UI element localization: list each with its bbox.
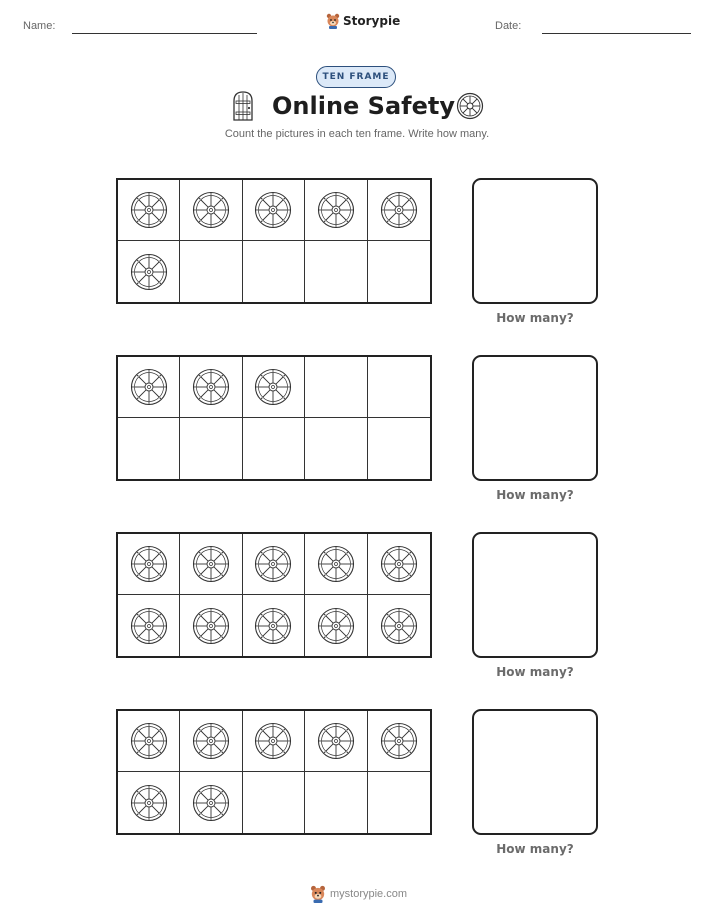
wheel-icon <box>192 722 230 760</box>
wheel-icon <box>380 545 418 583</box>
ten-frame-cell <box>368 534 430 595</box>
how-many-label: How many? <box>496 665 574 679</box>
ten-frame-cell <box>305 595 367 656</box>
wheel-icon <box>130 545 168 583</box>
ten-frame-row <box>116 532 598 682</box>
brand-name: Storypie <box>343 14 401 28</box>
wheel-icon <box>317 607 355 645</box>
instructions: Count the pictures in each ten frame. Write how many. <box>224 128 490 140</box>
wheel-icon <box>254 191 292 229</box>
ten-frame-cell <box>180 180 242 241</box>
wheel-icon <box>130 191 168 229</box>
wheel-icon <box>192 545 230 583</box>
ten-frame-cell <box>368 357 430 418</box>
ten-frame-cell <box>180 241 242 302</box>
ten-frame-cell <box>118 595 180 656</box>
ten-frame-cell <box>368 595 430 656</box>
wheel-icon <box>317 545 355 583</box>
date-label: Date: <box>495 20 522 32</box>
ten-frame-cell <box>305 357 367 418</box>
ten-frame <box>116 532 432 658</box>
wheel-icon <box>380 191 418 229</box>
footer <box>310 885 407 903</box>
ten-frame-cell <box>243 534 305 595</box>
wheel-icon <box>130 784 168 822</box>
wheel-icon <box>130 368 168 406</box>
ten-frame-cell <box>243 772 305 833</box>
wheel-icon <box>130 722 168 760</box>
wheel-icon <box>254 722 292 760</box>
wheel-icon <box>192 191 230 229</box>
ten-frame-cell <box>368 711 430 772</box>
ten-frame-cell <box>118 241 180 302</box>
ten-frame-cell <box>118 180 180 241</box>
ten-frame <box>116 355 432 481</box>
wheel-icon <box>254 607 292 645</box>
wheel-icon <box>130 607 168 645</box>
ten-frame-row <box>116 355 598 505</box>
ten-frame-cell <box>180 772 242 833</box>
wheel-icon <box>254 545 292 583</box>
ten-frame-cell <box>243 711 305 772</box>
ten-frame-row <box>116 709 598 859</box>
ten-frame-cell <box>118 772 180 833</box>
ten-frame-cell <box>243 241 305 302</box>
wheel-icon <box>192 784 230 822</box>
ten-frame-cell <box>118 534 180 595</box>
ten-frame-cell <box>180 711 242 772</box>
ten-frame-cell <box>305 711 367 772</box>
bear-logo-icon <box>326 13 340 29</box>
ten-frame-badge: TEN FRAME <box>316 66 396 88</box>
ten-frame-cell <box>368 180 430 241</box>
bear-logo-icon <box>310 885 326 903</box>
footer-url: mystorypie.com <box>330 888 408 900</box>
ten-frame-cell <box>368 241 430 302</box>
how-many-label: How many? <box>496 311 574 325</box>
name-label: Name: <box>23 20 56 32</box>
ten-frame-cell <box>243 595 305 656</box>
brand-logo <box>326 13 400 29</box>
wheel-icon <box>380 722 418 760</box>
ten-frame <box>116 178 432 304</box>
ten-frame-cell <box>118 357 180 418</box>
ten-frame-cell <box>118 418 180 479</box>
wheel-icon <box>254 368 292 406</box>
ten-frame-cell <box>243 418 305 479</box>
ten-frame-cell <box>243 357 305 418</box>
page-title: Online Safety <box>272 92 455 120</box>
ten-frame-cell <box>305 241 367 302</box>
answer-box[interactable] <box>472 532 598 658</box>
ten-frame-cell <box>180 534 242 595</box>
ten-frame-row <box>116 178 598 328</box>
name-line[interactable] <box>72 33 257 34</box>
how-many-label: How many? <box>496 488 574 502</box>
ten-frame-cell <box>305 418 367 479</box>
ten-frame-cell <box>180 418 242 479</box>
wheel-icon <box>130 253 168 291</box>
ten-frame-cell <box>243 180 305 241</box>
answer-box[interactable] <box>472 178 598 304</box>
answer-box[interactable] <box>472 709 598 835</box>
wheel-icon <box>192 368 230 406</box>
ten-frame-cell <box>368 772 430 833</box>
ten-frame-cell <box>305 534 367 595</box>
how-many-label: How many? <box>496 842 574 856</box>
answer-box[interactable] <box>472 355 598 481</box>
door-icon <box>232 91 254 126</box>
ten-frame-cell <box>368 418 430 479</box>
date-line[interactable] <box>542 33 691 34</box>
wheel-icon <box>317 722 355 760</box>
wheel-icon <box>317 191 355 229</box>
ten-frame-cell <box>118 711 180 772</box>
ten-frame <box>116 709 432 835</box>
ten-frame-cell <box>305 180 367 241</box>
ten-frame-cell <box>180 595 242 656</box>
wheel-icon <box>380 607 418 645</box>
wheel-icon <box>456 92 484 125</box>
wheel-icon <box>192 607 230 645</box>
ten-frame-cell <box>180 357 242 418</box>
ten-frame-cell <box>305 772 367 833</box>
